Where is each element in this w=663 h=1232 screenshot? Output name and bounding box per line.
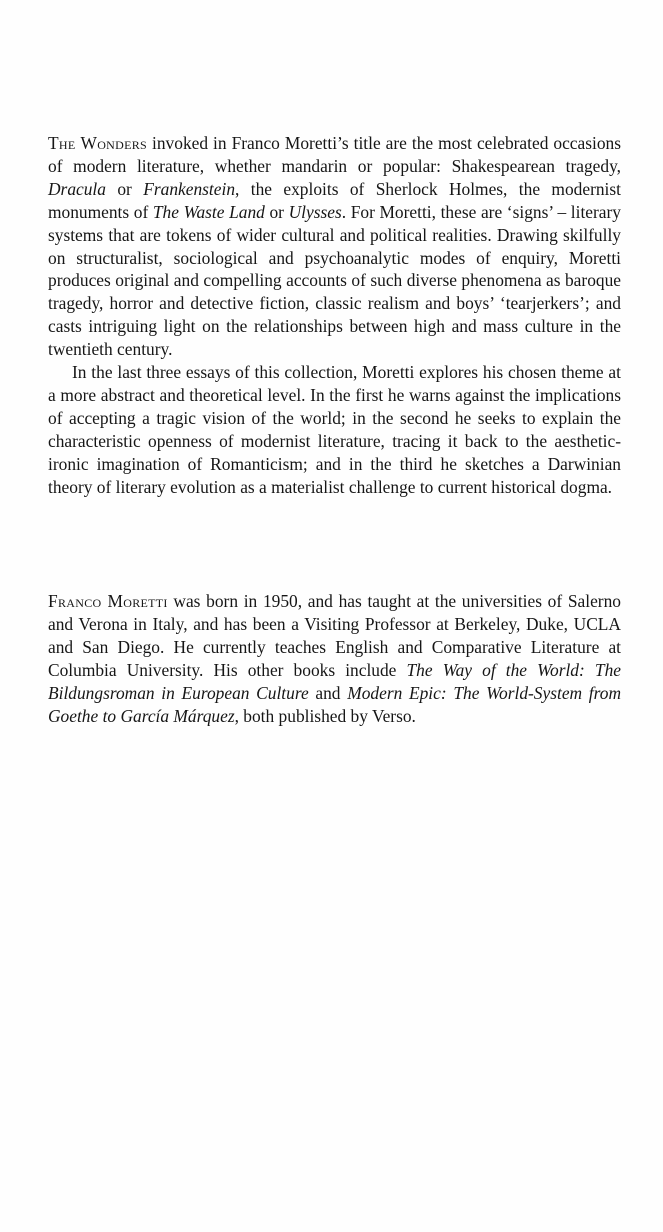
text-run: or bbox=[105, 178, 144, 199]
description-paragraph-1 bbox=[48, 132, 621, 361]
text-run: , both published by Verso. bbox=[234, 705, 416, 726]
title-frankenstein: Frankenstein bbox=[143, 178, 236, 199]
title-ulysses: Ulysses bbox=[288, 201, 342, 222]
author-bio bbox=[48, 590, 621, 727]
book-description bbox=[48, 132, 621, 499]
bio-paragraph bbox=[48, 590, 621, 727]
description-paragraph-2: In the last three essays of this collection, Moretti explores his chosen theme at a more abstract and theoretical level. In the first he warns against the implications of accepting a tragic vision of the world; in the second he seeks to explain the characteristic openness of modernist literature, tracing it back to the aesthetic-ironic imagination of Romanticism; and in the third he sketches a Darwinian theory of literary evolution as a materialist challenge to current historical dogma. bbox=[48, 362, 621, 497]
text-run: and bbox=[308, 682, 348, 703]
text-run: was born in 1950, and has taught at the universities of Salerno and Verona in Italy, and has been a Visiting Professor at Berkeley, Duke, UCLA and San Diego. He currently teaches English and Comparative Literature at Columbia University. His other books include bbox=[48, 591, 621, 680]
title-dracula: Dracula bbox=[48, 178, 106, 199]
author-name-small-caps: Franco Moretti bbox=[48, 591, 168, 611]
title-waste-land: The Waste Land bbox=[152, 201, 265, 222]
text-run: invoked in Franco Moretti’s title are the most celebrated occasions of modern literature, whether mandarin or popular: Shakespearean tragedy, bbox=[48, 133, 621, 176]
title-way-of-the-world: The Way of the World: The Bildungsroman in European Culture bbox=[48, 659, 621, 703]
opening-small-caps: The Wonders bbox=[48, 133, 148, 153]
text-run: . For Moretti, these are ‘signs’ – literary systems that are tokens of wider cultural and political realities. Drawing skilfully on structuralist, sociological and psychoanalytic modes of enquiry, Moretti produces original and compelling accounts of such diverse phenomena as baroque tragedy, horror and detective fiction, classic realism and boys’ ‘tearjerkers’; and casts intriguing light on the relationships between high and mass culture in the twentieth century. bbox=[48, 201, 621, 360]
title-modern-epic: Modern Epic: The World-System from Goethe to García Márquez bbox=[48, 682, 622, 726]
text-run: or bbox=[264, 201, 289, 222]
text-run: , the exploits of Sherlock Holmes, the modernist monuments of bbox=[48, 178, 621, 222]
